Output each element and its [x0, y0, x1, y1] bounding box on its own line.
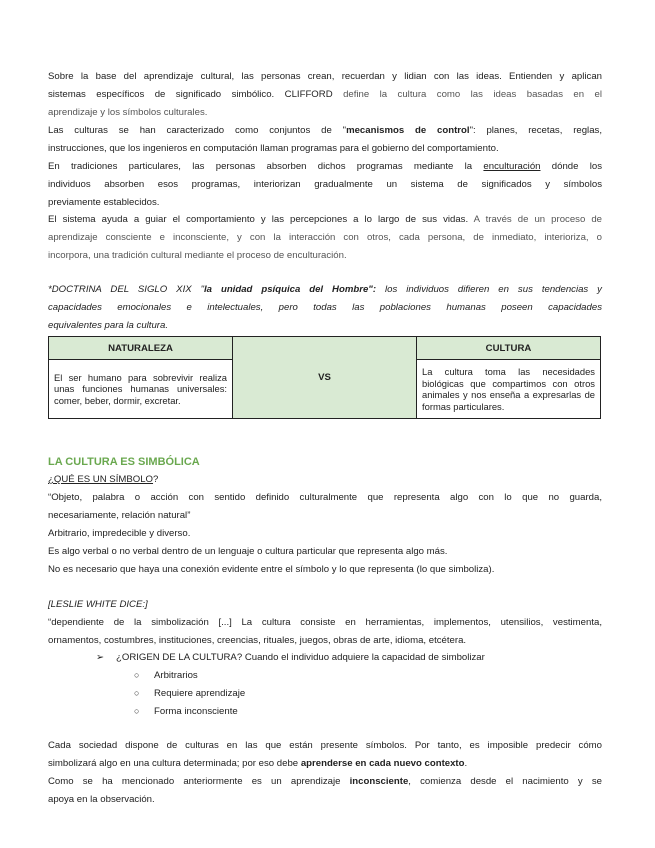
text-line: aprendizaje y los símbolos culturales. [48, 107, 208, 118]
sub-bullet-text: Requiere aprendizaje [154, 688, 246, 699]
text-line: Sobre la base del aprendizaje cultural, las personas crean, recuerdan y lidian con las ideas. Entienden y aplican [48, 71, 602, 82]
text-line [48, 122, 602, 140]
table-cell-naturaleza: El ser humano para sobrevivir realiza unas funciones humanas universales: comer, beber, dormir, excretar. [49, 360, 233, 419]
paragraph-cultural-learning [48, 68, 602, 122]
text-line: aprendizaje consciente e inconsciente, y con la interacción con otros, cada persona, de inmediato, interioriza, o [48, 232, 602, 243]
subheading [48, 471, 602, 489]
bullet-item-origen [96, 649, 485, 667]
text-line: “Objeto, palabra o acción con sentido definido culturalmente que representa algo con lo que no guarda, [48, 492, 602, 503]
bold-span: inconsciente [349, 776, 409, 787]
text-span: . [464, 758, 468, 769]
bold-italic-span: la unidad psíquica del Hombre": [204, 284, 377, 295]
section-leslie-white [48, 596, 602, 650]
text-line: necesariamente, relación natural” [48, 510, 191, 521]
paragraph-enculturation [48, 158, 602, 212]
arrow-bullet-icon: ➢ [96, 652, 105, 663]
table-header-naturaleza: NATURALEZA [49, 337, 233, 360]
paragraph-control-mechanisms [48, 122, 602, 158]
text-line: No es necesario que haya una conexión evidente entre el símbolo y lo que representa (lo que simboliza). [48, 564, 495, 575]
text-span: ? [153, 474, 159, 485]
text-line [48, 596, 602, 614]
underlined-span: enculturación [483, 161, 541, 172]
text-line [48, 317, 602, 335]
italic-span: *DOCTRINA DEL SIGLO XIX " [48, 284, 204, 295]
text-line: incorpora, una tradición cultural mediante el proceso de enculturación. [48, 250, 347, 261]
text-line: previamente establecidos. [48, 197, 160, 208]
text-line [48, 299, 602, 317]
text-line: Es algo verbal o no verbal dentro de un lenguaje o cultura particular que representa algo más. [48, 546, 448, 557]
circle-bullet-icon: ○ [134, 706, 140, 716]
bold-span: aprenderse en cada nuevo contexto [300, 758, 465, 769]
text-line: Arbitrario, impredecible y diverso. [48, 528, 191, 539]
text-span: ": planes, recetas, reglas, [469, 125, 602, 136]
text-span: , comienza desde el nacimiento y se [408, 776, 602, 787]
text-line [48, 755, 602, 773]
text-span: El sistema ayuda a guiar el comportamiento y las percepciones a lo largo de sus vidas. [48, 214, 469, 225]
text-span-gray: A través de un proceso de [473, 214, 603, 225]
text-span: Las culturas se han caracterizado como conjuntos de " [48, 125, 347, 136]
sub-bullet-item [134, 702, 238, 720]
table-vs-cell: VS [233, 337, 417, 419]
text-line: individuos absorben esos programas, interiorizan gradualmente un sistema de significados y símbolos [48, 179, 602, 190]
text-line [48, 86, 602, 104]
table-header-cultura: CULTURA [417, 337, 601, 360]
section-heading: LA CULTURA ES SIMBÓLICA [48, 456, 200, 468]
text-line [48, 158, 602, 176]
sub-bullet-text: Forma inconsciente [154, 706, 238, 717]
italic-span: [LESLIE WHITE DICE:] [48, 599, 148, 610]
underlined-span: ¿QUÉ ES UN SÍMBOLO [48, 474, 154, 485]
text-span: simbolizará algo en una cultura determinada; por eso debe [48, 758, 299, 769]
italic-span: capacidades emocionales e intelectuales, pero todas las poblaciones humanas poseen capacidades [48, 302, 602, 313]
sub-bullet-item [134, 684, 245, 702]
text-line: ornamentos, costumbres, instituciones, creencias, rituales, juegos, obras de arte, idioma, etcétera. [48, 635, 467, 646]
text-line [48, 773, 602, 791]
nature-vs-culture-table [48, 336, 601, 419]
text-line: Cada sociedad dispone de culturas en las que están presente símbolos. Por tanto, es imposible predecir cómo [48, 740, 602, 751]
bold-span: mecanismos de control [346, 125, 470, 136]
text-span: Como se ha mencionado anteriormente es un aprendizaje [48, 776, 341, 787]
circle-bullet-icon: ○ [134, 670, 140, 680]
table-cell-cultura: La cultura toma las necesidades biológicas que compartimos con otros animales y nos enseña a expresarlas de formas particulares. [417, 360, 601, 419]
sub-bullet-item [134, 666, 198, 684]
italic-span: los individuos difieren en sus tendencias y [385, 284, 602, 295]
sub-bullet-text: Arbitrarios [154, 670, 198, 681]
paragraph-doctrina [48, 281, 602, 335]
section-simbolica [48, 453, 602, 579]
paragraph-system [48, 211, 602, 265]
bullet-text: ¿ORIGEN DE LA CULTURA? Cuando el individuo adquiere la capacidad de simbolizar [116, 652, 485, 663]
circle-bullet-icon: ○ [134, 688, 140, 698]
text-line [48, 281, 602, 299]
text-line [48, 211, 602, 229]
text-span: dónde los [551, 161, 602, 172]
text-span: sistemas específicos de significado simbólico. CLIFFORD [48, 89, 333, 100]
text-line: apoya en la observación. [48, 794, 155, 805]
paragraph-final [48, 737, 602, 809]
text-span: En tradiciones particulares, las personas absorben dichos programas mediante la [48, 161, 473, 172]
text-line: instrucciones, que los ingenieros en computación llaman programas para el gobierno del comportamiento. [48, 143, 499, 154]
text-line: “dependiente de la simbolización [...] La cultura consiste en herramientas, implementos, utensilios, vestimenta, [48, 617, 602, 628]
text-span-gray: define la cultura como las ideas basadas en el [343, 89, 603, 100]
italic-span: equivalentes para la cultura. [48, 320, 168, 331]
